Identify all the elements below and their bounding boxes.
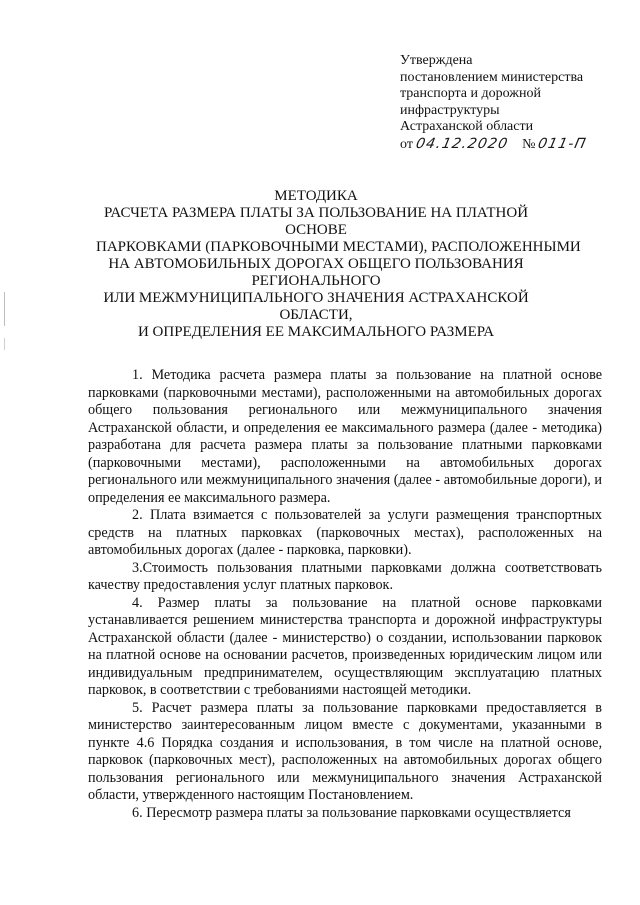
number-label: № xyxy=(522,136,536,152)
handwritten-date: 04.12.2020 xyxy=(414,135,510,152)
date-label: от xyxy=(400,136,413,152)
title-line: НА АВТОМОБИЛЬНЫХ ДОРОГАХ ОБЩЕГО ПОЛЬЗОВАНИЯ xyxy=(108,256,524,272)
approval-line: постановлением министерства xyxy=(400,69,584,85)
title-line: РАСЧЕТА РАЗМЕРА ПЛАТЫ ЗА ПОЛЬЗОВАНИЕ НА ПЛАТНОЙ xyxy=(103,205,529,221)
paragraph-5: 5. Расчет размера платы за пользование парковками предоставляется в министерство заинтересованным лицом вместе с документами, указанными в пункте 4.6 Порядка создания и использования, в том числе на платной основе, парковок (парковочных мест), расположенных на автомобильных дорогах общего пользования регионального или межмуниципального значения Астраханской области, утвержденного настоящим Постановлением. xyxy=(88,699,602,803)
paragraph-1: 1. Методика расчета размера платы за пользование на платной основе парковками (парковочными местами), расположенными на автомобильных дорогах общего пользования регионального или межмуниципального значения Астраханской области, и определения ее максимального размера (далее - методика) разработана для расчета размера платы за пользование платными парковками (парковочными местами), расположенными на автомобильных дорогах регионального или межмуниципального значения (далее - автомобильные дороги), и определения ее максимального размера. xyxy=(88,367,602,506)
approval-line: Утверждена xyxy=(400,53,473,68)
title-line: ОБЛАСТИ, xyxy=(279,307,353,323)
paragraph-6: 6. Пересмотр размера платы за пользование парковками осуществляется xyxy=(132,804,571,821)
title-line: РЕГИОНАЛЬНОГО xyxy=(251,273,381,289)
scan-margin-mark xyxy=(4,338,5,350)
title-line: ИЛИ МЕЖМУНИЦИПАЛЬНОГО ЗНАЧЕНИЯ АСТРАХАНСКОЙ xyxy=(103,290,529,306)
paragraph-3: 3.Стоимость пользования платными парковками должна соответствовать качеству предоставления услуг платных парковок. xyxy=(88,559,602,593)
scan-margin-mark xyxy=(4,292,5,326)
approval-stamp-block xyxy=(400,53,630,153)
approval-line: инфраструктуры xyxy=(400,102,500,118)
approval-date-number-line xyxy=(400,136,630,154)
title-line: МЕТОДИКА xyxy=(274,188,358,204)
handwritten-number: 011-П xyxy=(536,135,589,152)
approval-line: транспорта и дорожной xyxy=(400,86,541,101)
paragraph-2: 2. Плата взимается с пользователей за услуги размещения транспортных средств на платных парковках (парковочных местах), расположенных на автомобильных дорогах (далее - парковка, парковки). xyxy=(88,507,602,558)
title-line: И ОПРЕДЕЛЕНИЯ ЕЕ МАКСИМАЛЬНОГО РАЗМЕРА xyxy=(137,324,495,340)
approval-line: Астраханской области xyxy=(400,119,534,134)
document-body xyxy=(88,367,602,822)
paragraph-4: 4. Размер платы за пользование на платной основе парковками устанавливается решением министерства транспорта и дорожной инфраструктуры Астраханской области (далее - министерство) о создании, использовании парковок на платной основе на основании расчетов, произведенных юридическим лицом или индивидуальным предпринимателем, осуществляющим эксплуатацию платных парковок, в соответствии с требованиями настоящей методики. xyxy=(88,594,602,698)
document-title xyxy=(96,188,581,341)
title-line: ПАРКОВКАМИ (ПАРКОВОЧНЫМИ МЕСТАМИ), РАСПОЛОЖЕННЫМИ xyxy=(96,239,581,255)
title-line: ОСНОВЕ xyxy=(285,222,347,238)
